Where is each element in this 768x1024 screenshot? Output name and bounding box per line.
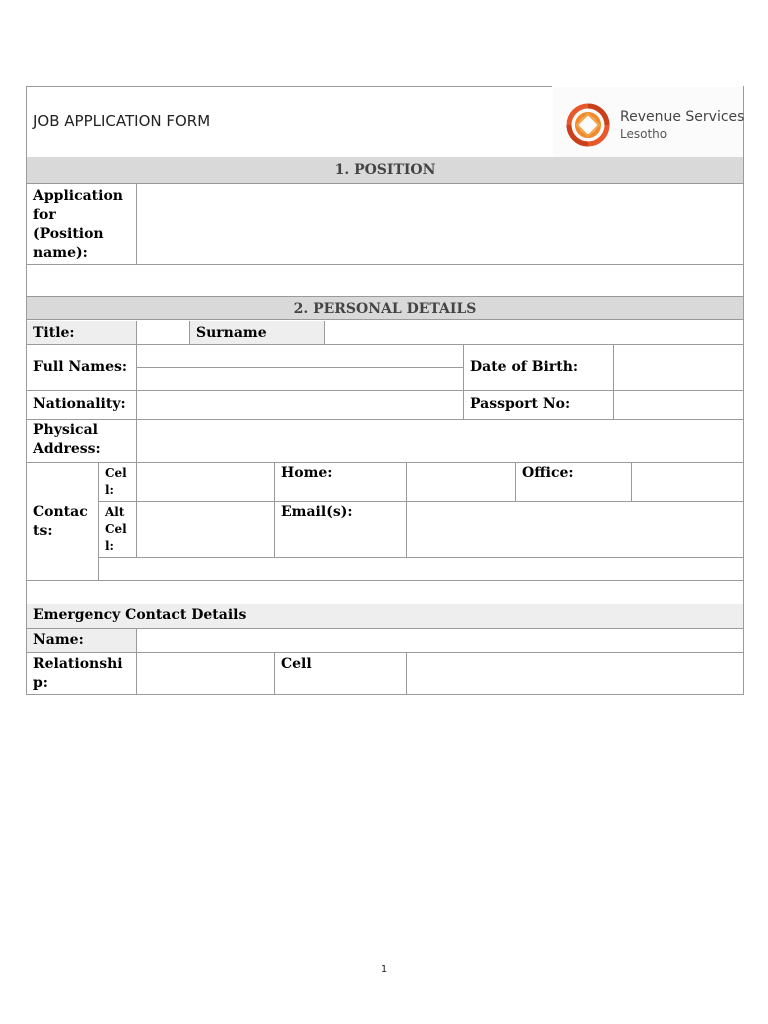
section-header-emergency: Emergency Contact Details	[27, 604, 743, 628]
title-label: Title:	[27, 321, 136, 344]
cell-label: Cell:	[105, 466, 127, 497]
emergency-cell-field[interactable]	[407, 653, 743, 694]
section-header-position: 1. POSITION	[27, 157, 743, 184]
logo	[553, 87, 743, 157]
nationality-label: Nationality:	[33, 396, 126, 412]
relationship-field[interactable]	[137, 653, 274, 694]
dob-field[interactable]	[614, 345, 743, 390]
section-header-personal: 2. PERSONAL DETAILS	[27, 296, 743, 320]
application-for-label: Application for (Position name):	[33, 188, 123, 261]
office-field[interactable]	[632, 463, 743, 501]
spacer-row-2	[27, 581, 743, 604]
title-field[interactable]	[137, 321, 189, 344]
full-names-label: Full Names:	[33, 359, 128, 375]
revenue-services-logo-icon	[565, 102, 611, 148]
office-label: Office:	[522, 465, 574, 481]
alt-cell-field[interactable]	[137, 502, 274, 557]
contacts-extra-field[interactable]	[99, 558, 743, 580]
full-names-field-1[interactable]	[137, 345, 463, 367]
surname-field[interactable]	[325, 321, 743, 344]
nationality-field[interactable]	[137, 391, 463, 419]
page-number: 1	[380, 964, 388, 975]
surname-label: Surname	[190, 321, 324, 344]
relationship-label: Relationship:	[33, 656, 123, 691]
logo-subtitle: Lesotho	[620, 127, 668, 141]
spacer-row	[27, 265, 743, 296]
cell-field[interactable]	[137, 463, 274, 501]
application-for-field[interactable]	[137, 184, 743, 264]
alt-cell-label: Alt Cell:	[105, 505, 127, 553]
contacts-label: Contacts:	[33, 504, 88, 539]
home-field[interactable]	[407, 463, 515, 501]
email-label: Email(s):	[281, 504, 353, 520]
physical-address-field[interactable]	[137, 420, 743, 462]
email-field[interactable]	[407, 502, 743, 557]
emergency-name-label: Name:	[27, 629, 136, 652]
emergency-name-field[interactable]	[137, 629, 743, 652]
physical-address-label: Physical Address:	[33, 422, 101, 457]
passport-label: Passport No:	[470, 396, 571, 412]
full-names-field-2[interactable]	[137, 368, 463, 390]
passport-field[interactable]	[614, 391, 743, 419]
logo-name: Revenue Services	[620, 109, 745, 125]
home-label: Home:	[281, 465, 333, 481]
form-title: JOB APPLICATION FORM	[33, 112, 211, 130]
emergency-cell-label: Cell	[281, 656, 312, 672]
dob-label: Date of Birth:	[470, 359, 579, 375]
